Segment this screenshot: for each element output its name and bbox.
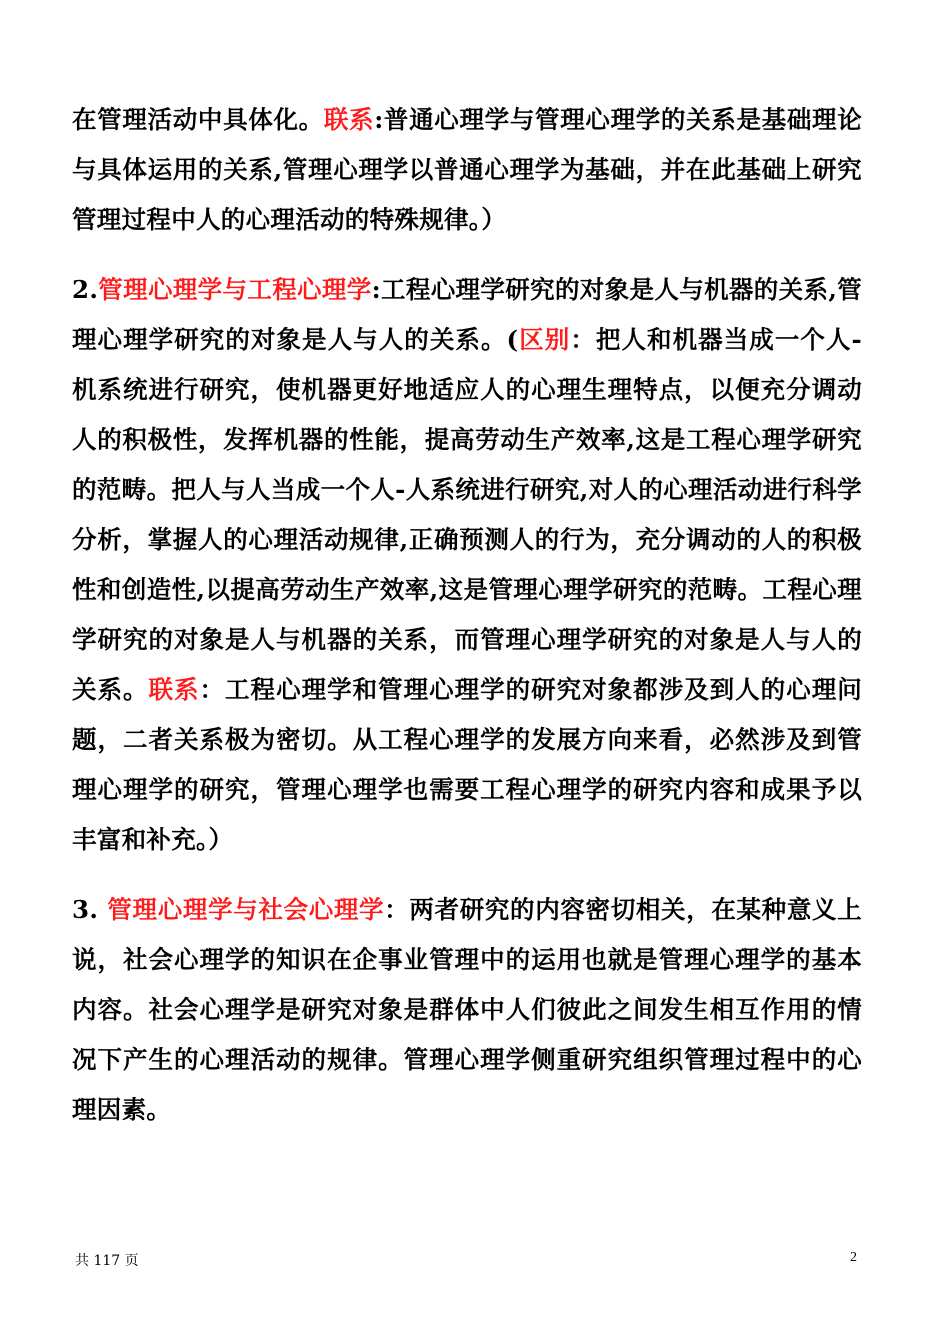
p3-text-a: ：两者研究的内容密切相关，在某种意义上说，社会心理学的知识在企事业管理中的运用也就是管理心理学的基本内容。社会心理学是研究对象是群体中人们彼此之间发生相互作用的情况下产生的心理活动的规律。管理心理学侧重研究组织管理过程中的心理因素。 xyxy=(72,895,862,1124)
p1-text-a: 在管理活动中具体化。 xyxy=(72,105,324,134)
p2-keyword-qubie: 区别 xyxy=(518,325,571,354)
p1-keyword-lianxi: 联系 xyxy=(323,105,375,134)
p2-number: 2. xyxy=(72,275,99,304)
paragraph-1 xyxy=(72,95,862,245)
paragraph-3 xyxy=(72,885,862,1135)
paragraph-2 xyxy=(72,265,862,865)
p1-text-c: :普通心理学与管理心理学的关系是基础理论与具体运用的关系,管理心理学以普通心理学为基础，并在此基础上研究管理过程中人的心理活动的特殊规律。） xyxy=(72,105,863,234)
footer-page-number: 2 xyxy=(850,1250,857,1265)
p2-keyword-lianxi: 联系 xyxy=(148,675,200,704)
p2-text-a: :工程心理学研究的对象是人与机器的关系,管理心理学研究的对象是人与人的关系。( xyxy=(72,275,862,354)
p2-text-e: ：工程心理学和管理心理学的研究对象都涉及到人的心理问题，二者关系极为密切。从工程心理学的发展方向来看，必然涉及到管理心理学的研究，管理心理学也需要工程心理学的研究内容和成果予以丰富和补充。） xyxy=(72,675,863,854)
document-body xyxy=(72,95,862,1155)
footer-total-pages: 共 117 页 xyxy=(75,1253,139,1269)
p3-heading: 管理心理学与社会心理学 xyxy=(107,895,385,924)
p2-text-c: ：把人和机器当成一个人-机系统进行研究，使机器更好地适应人的心理生理特点，以便充分调动人的积极性，发挥机器的性能，提高劳动生产效率,这是工程心理学研究的范畴。把人与人当成一个人-人系统进行研究,对人的心理活动进行科学分析，掌握人的心理活动规律,正确预测人的行为，充分调动的人的积极性和创造性,以提高劳动生产效率,这是管理心理学研究的范畴。工程心理学研究的对象是人与机器的关系，而管理心理学研究的对象是人与人的关系。 xyxy=(72,325,862,704)
p2-heading: 管理心理学与工程心理学 xyxy=(98,275,372,304)
p3-number: 3. xyxy=(72,895,108,924)
